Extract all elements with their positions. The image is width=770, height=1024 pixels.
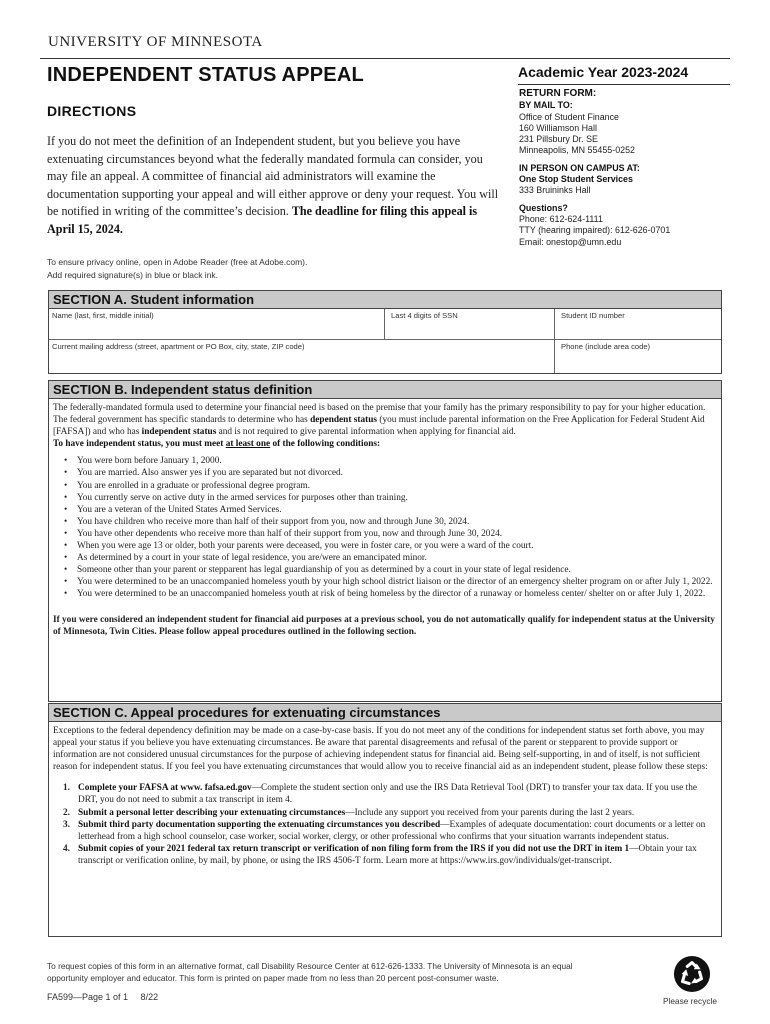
contact-tty: TTY (hearing impaired): 612-626-0701 xyxy=(519,225,671,236)
previous-school-note: If you were considered an independent student for financial aid purposes at a previous school, you do not automatically qualify for independent status at the University of Minnesota, Twin Cities. Please follow appeal procedures outlined in the following section. xyxy=(53,614,715,637)
condition-item: • Someone other than your parent or stepparent has legal guardianship of you as determined by a court in your state of legal residence. xyxy=(64,564,717,576)
phone-label: Phone (include area code) xyxy=(561,342,651,351)
return-form-divider xyxy=(518,84,730,85)
appeal-step: 1. Complete your FAFSA at www. fafsa.ed.gov—Complete the student section only and use the IRS Data Retrieval Tool (DRT) to transfer your tax data. If you use the DRT, you do not need to submit a tax transcript in item 4. xyxy=(63,783,697,806)
condition-item: • You were born before January 1, 2000. xyxy=(64,455,717,467)
condition-item: • You were determined to be an unaccompanied homeless youth at risk of being homeless by the director of a runaway or homeless center/ shelter on or after July 1, 2022. xyxy=(64,588,717,600)
appeal-step: 2. Submit a personal letter describing your extenuating circumstances—Include any support you received from your parents during the last 2 years. xyxy=(63,807,635,818)
mail-line: 160 Williamson Hall xyxy=(519,122,597,133)
directions-heading: DIRECTIONS xyxy=(47,103,137,119)
appeal-step: 3. Submit third party documentation supporting the extenuating circumstances you described—Examples of adequate documentation: court documents or a letter on letterhead from a high school counselor, case worker, social worker, clergy, or other professional who confirms that your situation warrants independent status. xyxy=(63,819,706,842)
condition-item: • As determined by a court in your state of legal residence, you are/were an emancipated minor. xyxy=(64,552,717,564)
conditions-list xyxy=(64,455,717,600)
contact-email: Email: onestop@umn.edu xyxy=(519,236,622,247)
section-b-heading: SECTION B. Independent status definition xyxy=(49,381,721,399)
section-c-body xyxy=(49,722,721,870)
section-c xyxy=(48,703,722,937)
conditions-heading: To have independent status, you must meet at least one of the following conditions: xyxy=(53,439,381,450)
recycle-label: Please recycle xyxy=(663,996,717,1006)
condition-item: • You are a veteran of the United States Armed Services. xyxy=(64,504,717,516)
form-number: FA599—Page 1 of 1 8/22 xyxy=(47,992,159,1002)
in-person-address: 333 Bruininks Hall xyxy=(519,185,591,196)
section-c-intro: Exceptions to the federal dependency definition may be made on a case-by-case basis. If you do not meet any of the conditions for independent status set forth above, you may appeal your status if you believe you have extenuating circumstances. Be aware that parental disagreements and refusal of the parent or stepparent to provide support or information are not considered unusual circumstances for the purpose of achieving independent status for financial aid. Being self-supporting, in and of itself, is not sufficient reason for independent status. If you feel you have extenuating circumstances that would allow you to receive financial aid as an independent student, please follow these steps: xyxy=(53,726,708,773)
appeal-steps xyxy=(63,782,717,867)
return-form-heading: RETURN FORM: xyxy=(519,88,597,99)
condition-item: • You currently serve on active duty in the armed services for purposes other than training. xyxy=(64,492,717,504)
by-mail-heading: BY MAIL TO: xyxy=(519,100,573,111)
section-a xyxy=(48,290,722,374)
name-field[interactable] xyxy=(49,309,385,339)
condition-item: • You have children who receive more than half of their support from you, now and through June 30, 2024. xyxy=(64,516,717,528)
recycle-icon xyxy=(673,955,711,993)
section-c-heading: SECTION C. Appeal procedures for extenuating circumstances xyxy=(49,704,721,722)
ssn-label: Last 4 digits of SSN xyxy=(391,311,458,320)
student-id-label: Student ID number xyxy=(561,311,625,320)
condition-item: • You are enrolled in a graduate or professional degree program. xyxy=(64,480,717,492)
appeal-step: 4. Submit copies of your 2021 federal tax return transcript or verification of non filing form from the IRS if you did not use the DRT in item 1—Obtain your tax transcript or verification online, by mail, by phone, or using the IRS 4506-T form. Learn more at https://www.irs.gov/individuals/get-transcript. xyxy=(63,843,697,866)
mail-line: 231 Pillsbury Dr. SE xyxy=(519,134,598,145)
in-person-name: One Stop Student Services xyxy=(519,174,633,185)
mailing-address-field[interactable] xyxy=(49,340,555,373)
return-form-block xyxy=(519,88,734,248)
footer-text: To request copies of this form in an alternative format, call Disability Resource Center at 612-626-1333. The University of Minnesota is an equal opportunity employer and educator. This form is printed on paper made from no less than 20 percent post-consumer waste. xyxy=(47,961,573,983)
academic-year: Academic Year 2023-2024 xyxy=(518,64,689,80)
contact-phone: Phone: 612-624-1111 xyxy=(519,213,603,224)
condition-item: • You are married. Also answer yes if you are separated but not divorced. xyxy=(64,467,717,479)
section-b-intro: The federally-mandated formula used to determine your financial need is based on the premise that your family has the primary responsibility to pay for your higher education. The federal government has specific standards to determine who has dependent status (you must include parental information on the Free Application for Federal Student Aid [FAFSA]) and who has independent status and is not required to give parental information when applying for financial aid. xyxy=(53,403,706,438)
in-person-heading: IN PERSON ON CAMPUS AT: xyxy=(519,162,640,173)
section-b-body xyxy=(49,399,721,641)
mailing-address-label: Current mailing address (street, apartment or PO Box, city, state, ZIP code) xyxy=(52,342,305,351)
section-a-heading: SECTION A. Student information xyxy=(49,291,721,309)
student-id-field[interactable] xyxy=(555,309,721,339)
page-title: INDEPENDENT STATUS APPEAL xyxy=(47,64,364,86)
mail-line: Office of Student Finance xyxy=(519,111,619,122)
privacy-note: To ensure privacy online, open in Adobe Reader (free at Adobe.com). Add required signature(s) in blue or black ink. xyxy=(47,257,308,280)
university-logo: UNIVERSITY OF MINNESOTA xyxy=(48,34,263,50)
deadline-text: The deadline for filing this appeal is April 15, 2024. xyxy=(47,204,478,236)
condition-item: • You were determined to be an unaccompanied homeless youth by your high school district liaison or the director of an emergency shelter program on or after July 1, 2022. xyxy=(64,576,717,588)
questions-heading: Questions? xyxy=(519,202,568,213)
section-b xyxy=(48,380,722,702)
ssn-field[interactable] xyxy=(385,309,555,339)
directions-text: If you do not meet the definition of an Independent student, but you believe you have extenuating circumstances beyond what the federally mandated formula can consider, you may file an appeal. A committee of financial aid administrators will examine the documentation supporting your appeal and will either approve or deny your request. You will be notified in writing of the committee’s decision. The deadline for filing this appeal is April 15, 2024. xyxy=(47,134,499,236)
header-divider xyxy=(40,58,730,59)
name-label: Name (last, first, middle initial) xyxy=(52,311,154,320)
mail-line: Minneapolis, MN 55455-0252 xyxy=(519,145,635,156)
condition-item: • When you were age 13 or older, both your parents were deceased, you were in foster care, or you were a ward of the court. xyxy=(64,540,717,552)
phone-field[interactable] xyxy=(555,340,721,373)
condition-item: • You have other dependents who receive more than half of their support from you, now and through June 30, 2024. xyxy=(64,528,717,540)
